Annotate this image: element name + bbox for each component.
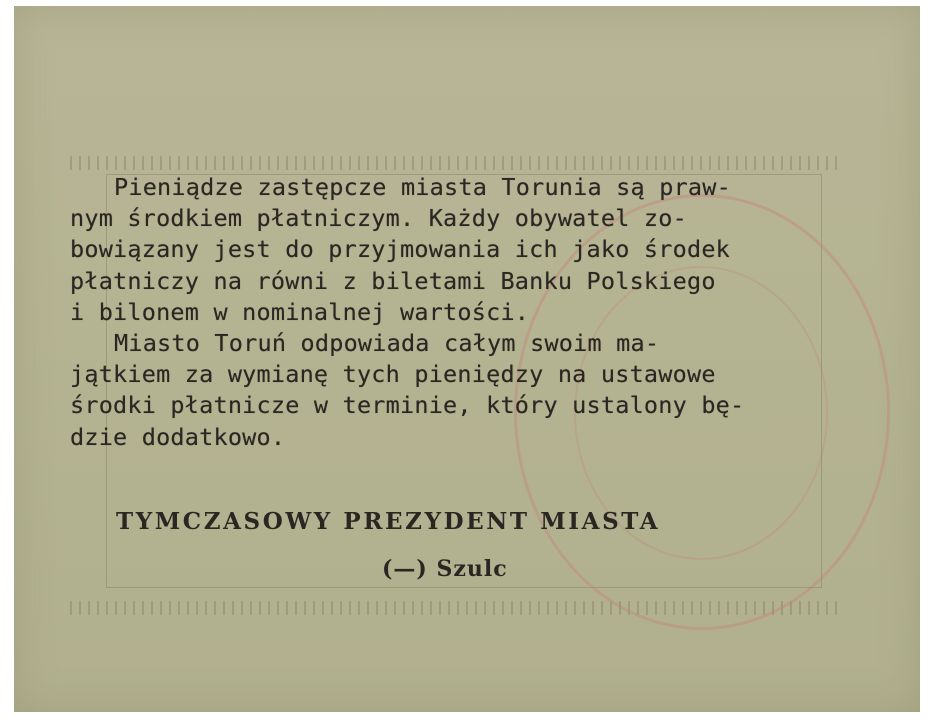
paragraph2-line-2: jątkiem za wymianę tych pieniędzy na ustawowe xyxy=(70,360,716,389)
paragraph1-line-3: bowiązany jest do przyjmowania ich jako środek xyxy=(70,235,731,264)
paragraph1-line-2: nym środkiem płatniczym. Każdy obywatel zo- xyxy=(70,204,687,233)
decorative-border-top xyxy=(70,156,840,170)
paragraph1-line-5: i bilonem w nominalnej wartości. xyxy=(70,297,530,326)
paragraph1-line-4: płatniczy na równi z biletami Banku Polskiego xyxy=(70,266,716,295)
paragraph2-line-3: środki płatnicze w terminie, który ustalony bę- xyxy=(70,391,745,420)
paragraph1-line-1: Pieniądze zastępcze miasta Torunia są praw- xyxy=(114,173,731,201)
signature-title: TYMCZASOWY PREZYDENT MIASTA xyxy=(116,508,661,535)
signature-name: (—) Szulc xyxy=(382,556,508,582)
paragraph2-line-1: Miasto Toruń odpowiada całym swoim ma- xyxy=(114,328,660,357)
legal-text xyxy=(70,172,838,453)
paragraph2-line-4: dzie dodatkowo. xyxy=(70,422,286,451)
